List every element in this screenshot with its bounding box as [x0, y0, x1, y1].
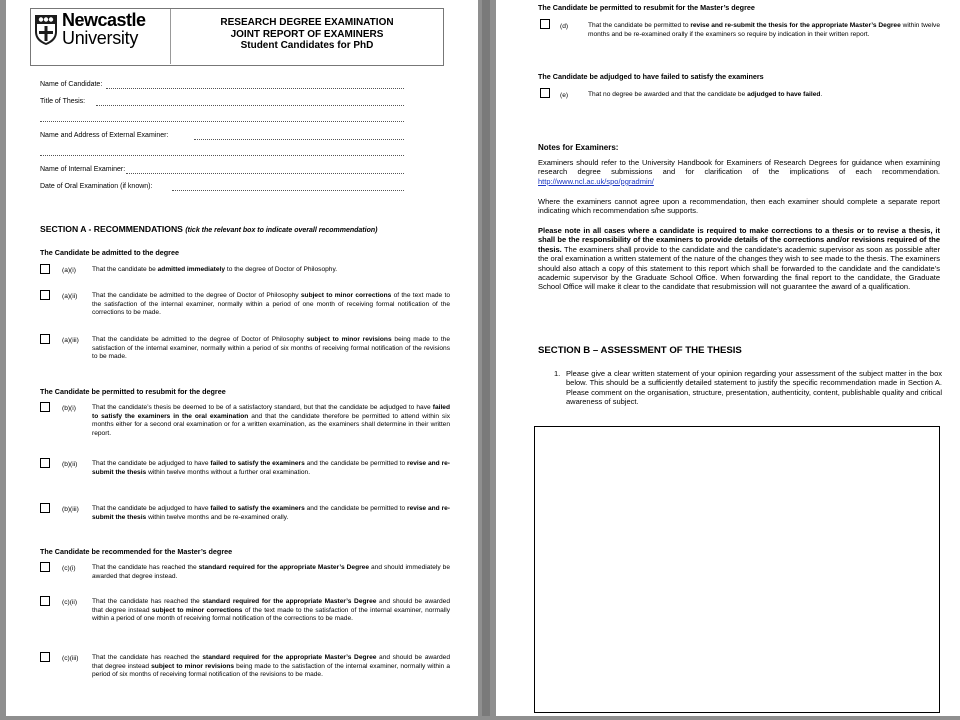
field-label-candidate-name: Name of Candidate:	[40, 81, 103, 88]
page-gap-shadow	[482, 0, 490, 716]
assessment-text-box[interactable]	[534, 426, 940, 713]
notes-paragraph-1: Examiners should refer to the University Handbook for Examiners of Research Degrees for guidance when examining research degree submissions and for clarification of the implications of each recommendation. http://www.ncl.ac.uk/spo/pgradmin/	[538, 158, 940, 186]
recommendation-b-ii: That the candidate be adjudged to have failed to satisfy the examiners and the candidate be permitted to revise and re-submit the thesis within twelve months without a further oral examination.	[92, 460, 450, 476]
checkbox-c-ii[interactable]	[40, 596, 50, 606]
code-a-iii: (a)(iii)	[62, 337, 79, 344]
notes-paragraph-3: Please note in all cases where a candidate is required to make corrections to a thesis or to revise a thesis, it shall be the responsibility of the examiners to provide details of the corrections and/or revisions required of the thesis. The examiners shall provide to the candidate and the candidate’s academic supervisor as soon as possible after the oral examination a written statement of the nature of the changes they wish to see made to the thesis. The examiners should also attach a copy of this statement to this report which shall be forwarded to the candidate and the candidate’s academic supervisor by the Graduate School Office. When forwarding the final report to the candidate, the Graduate School Office will make it clear to the candidate that resubmission will not guarantee the award of a qualification.	[538, 226, 940, 292]
code-e: (e)	[560, 92, 569, 99]
header-divider	[170, 9, 171, 64]
group-heading-masters: The Candidate be recommended for the Master’s degree	[40, 547, 233, 556]
checkbox-d[interactable]	[540, 19, 550, 29]
code-a-i: (a)(i)	[62, 267, 76, 274]
form-page-2	[496, 0, 960, 716]
code-b-iii: (b)(iii)	[62, 506, 79, 513]
external-examiner-field-line2[interactable]	[40, 155, 404, 156]
form-title-line3: Student Candidates for PhD	[240, 40, 374, 51]
checkbox-b-ii[interactable]	[40, 458, 50, 468]
section-b-title: SECTION B – ASSESSMENT OF THE THESIS	[538, 345, 742, 356]
logo-word-university: University	[62, 28, 139, 48]
code-d: (d)	[560, 23, 569, 30]
checkbox-e[interactable]	[540, 88, 550, 98]
group-heading-resubmit-masters: The Candidate be permitted to resubmit for the Master’s degree	[538, 3, 755, 12]
checkbox-a-ii[interactable]	[40, 290, 50, 300]
thesis-title-field-line2[interactable]	[40, 121, 404, 122]
university-shield-icon	[34, 12, 58, 46]
recommendation-c-i: That the candidate has reached the standard required for the appropriate Master’s Degree and should immediately be awarded that degree instead.	[92, 564, 450, 580]
code-c-i: (c)(i)	[62, 565, 76, 572]
section-a-heading	[40, 224, 377, 234]
checkbox-b-iii[interactable]	[40, 503, 50, 513]
recommendation-e: That no degree be awarded and that the candidate be adjudged to have failed.	[588, 91, 823, 98]
recommendation-a-i: That the candidate be admitted immediately to the degree of Doctor of Philosophy.	[92, 266, 338, 273]
form-title-line2: JOINT REPORT OF EXAMINERS	[230, 28, 384, 40]
checkbox-c-iii[interactable]	[40, 652, 50, 662]
recommendation-d: That the candidate be permitted to revise and re-submit the thesis for the appropriate Master’s Degree within twelve months and be re-examined orally if the examiners so require by indication in their written report.	[588, 22, 940, 38]
section-a-note: (tick the relevant box to indicate overall recommendation)	[185, 227, 378, 234]
recommendation-a-ii: That the candidate be admitted to the degree of Doctor of Philosophy subject to minor corrections of the text made to the satisfaction of the internal examiner, normally within a period of one month of receiving formal notification of the corrections to be made.	[92, 292, 450, 317]
form-title-line1: RESEARCH DEGREE EXAMINATION	[220, 17, 394, 28]
checkbox-c-i[interactable]	[40, 562, 50, 572]
form-title	[172, 17, 442, 52]
field-label-oral-date: Date of Oral Examination (if known):	[40, 183, 153, 190]
external-examiner-field[interactable]	[194, 139, 404, 140]
candidate-name-field[interactable]	[106, 88, 404, 89]
notes-paragraph-2: Where the examiners cannot agree upon a recommendation, then each examiner should complete a separate report indicating which recommendation s/he supports.	[538, 197, 940, 216]
group-heading-admitted: The Candidate be admitted to the degree	[40, 248, 179, 257]
recommendation-c-ii: That the candidate has reached the standard required for the appropriate Master’s Degree and should be awarded that degree instead subject to minor corrections of the text made to the satisfaction of the internal examiner, normally within a period of one month of receiving formal notification of the corrections to be made.	[92, 598, 450, 623]
notes-handbook-link[interactable]: http://www.ncl.ac.uk/spo/pgradmin/	[538, 176, 654, 186]
oral-date-field[interactable]	[172, 190, 404, 191]
logo-word-newcastle: Newcastle	[62, 10, 146, 30]
code-b-ii: (b)(ii)	[62, 461, 78, 468]
recommendation-c-iii: That the candidate has reached the standard required for the appropriate Master’s Degree and should be awarded that degree instead subject to minor revisions being made to the satisfaction of the internal examiner, normally within a period of six months of receiving formal notification of the revisions to be made.	[92, 654, 450, 679]
thesis-title-field[interactable]	[96, 105, 404, 106]
checkbox-a-i[interactable]	[40, 264, 50, 274]
checkbox-a-iii[interactable]	[40, 334, 50, 344]
notes-title: Notes for Examiners:	[538, 143, 619, 152]
field-label-thesis-title: Title of Thesis:	[40, 98, 86, 105]
checkbox-b-i[interactable]	[40, 402, 50, 412]
code-a-ii: (a)(ii)	[62, 293, 78, 300]
form-page-1	[6, 0, 478, 716]
recommendation-a-iii: That the candidate be admitted to the degree of Doctor of Philosophy subject to minor revisions being made to the satisfaction of the internal examiner, normally within a period of six months of receiving formal notification of the revisions to be made.	[92, 336, 451, 361]
code-b-i: (b)(i)	[62, 405, 76, 412]
section-b-instructions: Please give a clear written statement of your opinion regarding your assessment of the subject matter in the box below. This should be a sufficiently detailed statement to justify the specific recommendation made in Section A. Please comment on the organisation, structure, presentation, authenticity, content, publishable quality and critical awareness of subject.	[566, 369, 942, 407]
group-heading-failed: The Candidate be adjudged to have failed to satisfy the examiners	[538, 72, 764, 81]
recommendation-b-i: That the candidate’s thesis be deemed to be of a satisfactory standard, but that the candidate be adjudged to have failed to satisfy the examiners in the oral examination and that the candidate therefore be permitted to attend within six months either for a second oral examination or for a written examination, as the examiners shall determine in their written report.	[92, 404, 450, 437]
section-a-title: SECTION A - RECOMMENDATIONS	[40, 224, 183, 234]
field-label-external-examiner: Name and Address of External Examiner:	[40, 132, 169, 139]
section-b-number: 1.	[554, 369, 561, 378]
field-label-internal-examiner: Name of Internal Examiner:	[40, 166, 126, 173]
internal-examiner-field[interactable]	[126, 173, 404, 174]
recommendation-b-iii: That the candidate be adjudged to have failed to satisfy the examiners and the candidate be permitted to revise and re-submit the thesis within twelve months and be re-examined orally.	[92, 505, 450, 521]
code-c-iii: (c)(iii)	[62, 655, 79, 662]
group-heading-resubmit: The Candidate be permitted to resubmit for the degree	[40, 387, 226, 396]
code-c-ii: (c)(ii)	[62, 599, 78, 606]
